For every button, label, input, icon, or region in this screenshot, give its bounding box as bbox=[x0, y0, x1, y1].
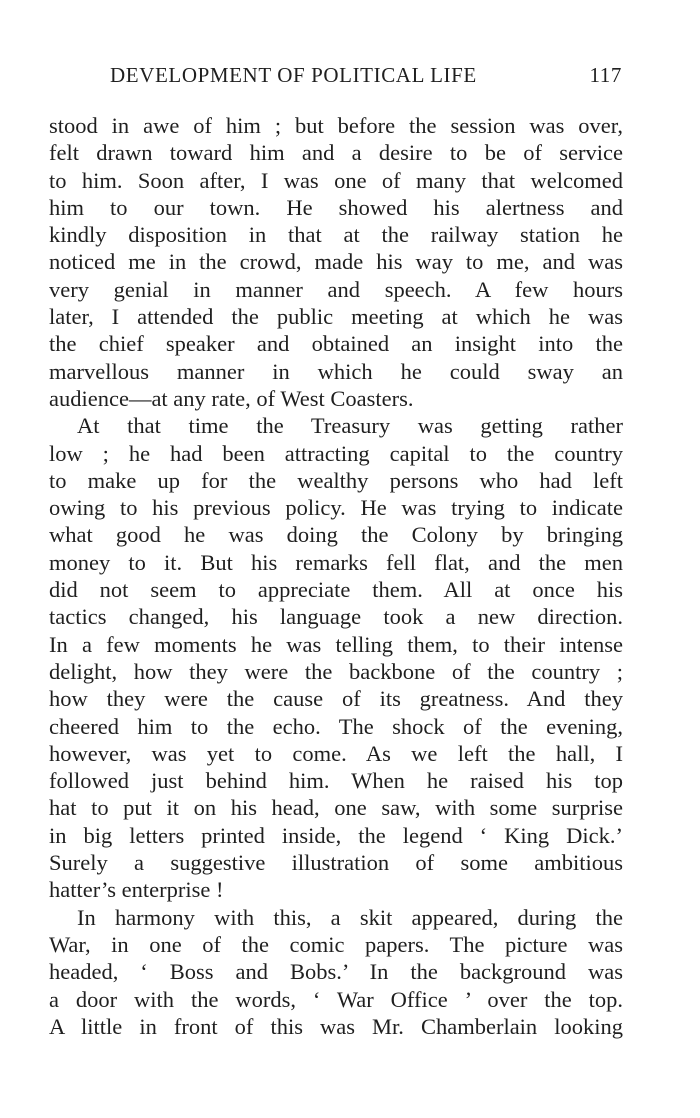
text-line: tactics changed, his language took a new direction. bbox=[49, 604, 623, 630]
text-line: felt drawn toward him and a desire to be of service bbox=[49, 140, 623, 166]
text-line: In a few moments he was telling them, to their intense bbox=[49, 631, 623, 657]
text-line: him to our town. He showed his alertness and bbox=[49, 194, 623, 220]
text-line: At that time the Treasury was getting rather bbox=[77, 413, 623, 439]
text-line: noticed me in the crowd, made his way to me, and was bbox=[49, 249, 623, 275]
text-line: In harmony with this, a skit appeared, during the bbox=[77, 904, 623, 930]
text-line: hatter’s enterprise ! bbox=[49, 877, 224, 903]
text-line: marvellous manner in which he could sway an bbox=[49, 358, 623, 384]
text-line: money to it. But his remarks fell flat, and the men bbox=[49, 549, 623, 575]
text-line: the chief speaker and obtained an insight into the bbox=[49, 331, 623, 357]
text-line: Surely a suggestive illustration of some ambitious bbox=[49, 850, 623, 876]
text-line: did not seem to appreciate them. All at once his bbox=[49, 577, 623, 603]
text-line: how they were the cause of its greatness. And they bbox=[49, 686, 623, 712]
text-line: hat to put it on his head, one saw, with some surprise bbox=[49, 795, 623, 821]
running-head bbox=[110, 60, 622, 90]
running-title: DEVELOPMENT OF POLITICAL LIFE bbox=[110, 63, 477, 87]
page-number: 117 bbox=[589, 63, 622, 87]
text-line: cheered him to the echo. The shock of the evening, bbox=[49, 713, 623, 739]
text-line: kindly disposition in that at the railway station he bbox=[49, 222, 623, 248]
text-line: later, I attended the public meeting at which he was bbox=[49, 304, 623, 330]
text-line: owing to his previous policy. He was trying to indicate bbox=[49, 495, 623, 521]
text-line: War, in one of the comic papers. The picture was bbox=[49, 931, 623, 957]
text-line: however, was yet to come. As we left the hall, I bbox=[49, 740, 623, 766]
text-line: to make up for the wealthy persons who had left bbox=[49, 467, 623, 493]
text-line: followed just behind him. When he raised his top bbox=[49, 768, 623, 794]
text-line: audience—at any rate, of West Coasters. bbox=[49, 385, 414, 411]
text-line: what good he was doing the Colony by bringing bbox=[49, 522, 623, 548]
text-line: in big letters printed inside, the legend ‘ King Dick.’ bbox=[49, 822, 623, 848]
text-line: headed, ‘ Boss and Bobs.’ In the background was bbox=[49, 959, 623, 985]
text-line: A little in front of this was Mr. Chamberlain looking bbox=[49, 1013, 623, 1039]
text-line: low ; he had been attracting capital to the country bbox=[49, 440, 623, 466]
body-text bbox=[49, 112, 623, 1040]
text-line: very genial in manner and speech. A few hours bbox=[49, 276, 623, 302]
text-line: stood in awe of him ; but before the session was over, bbox=[49, 113, 623, 138]
text-line: a door with the words, ‘ War Office ’ over the top. bbox=[49, 986, 623, 1012]
text-line: to him. Soon after, I was one of many that welcomed bbox=[49, 167, 623, 193]
text-line: delight, how they were the backbone of the country ; bbox=[49, 658, 623, 684]
